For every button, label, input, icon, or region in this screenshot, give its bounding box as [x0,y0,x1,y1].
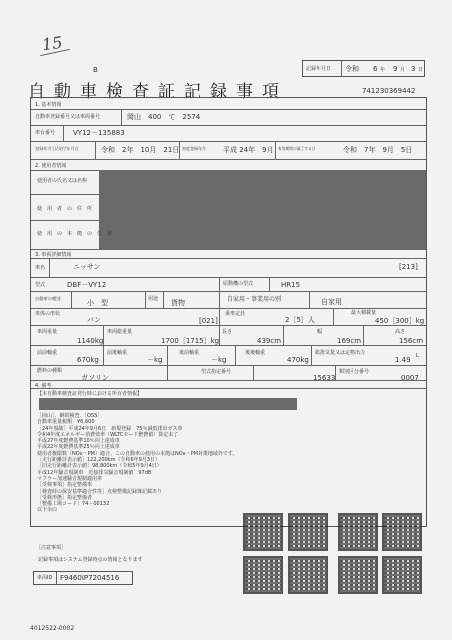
remark-line: 自動車重量税額 ¥6,600 [37,419,95,426]
capacity-label: 乗車定員 [225,311,246,317]
qr-code-7 [338,556,378,594]
body: バン [87,316,101,324]
capacity: 2［5］人 [285,316,315,324]
front-rear-axle-label: 前後軸重 [107,350,128,356]
remark-line: ［24年規制］平成24年9月6日 新規登録 75％減低排出ガス車 [37,425,183,432]
reg-number: 岡山 400 て 2574 [127,113,201,121]
record-form [30,97,427,527]
user-name-redaction [99,170,426,249]
max-load: 450［300］kg [375,317,425,325]
first-reg-label: 登録年月日/交付年月日 [35,146,79,152]
first-year-label: 初度登録年月 [182,146,207,152]
qr-code-6 [288,556,328,594]
gross-label: 車両総重量 [107,329,133,335]
type-number-label: 型式指定番号 [201,369,232,375]
remark-line: ［検査時の保安基準適合性等］点検整備記録簿記載あり [37,488,163,495]
engine-label: 原動機の型式 [223,281,254,287]
expiry-label: 有効期間の満了する日 [278,146,316,152]
document-code: 4012522-0002 [30,625,75,632]
section2-heading: 2. 使用者情報 [35,163,67,169]
reg-number-label: 自動車登録番号又は車両番号 [35,114,101,120]
width-label: 幅 [317,329,323,335]
handwritten-note: 15 [40,32,64,55]
record-date-day: 3 [411,65,416,73]
model: DBF－VY12 [67,281,107,289]
first-year: 平成 24年 9月 [223,146,274,154]
user-name-label: 使用者の氏名又は名称 [37,178,88,184]
max-load-label: 最大積載量 [351,310,377,316]
length: 439cm [257,337,282,345]
document-number: 741230369442 [362,87,416,95]
first-reg-date: 令和 2年 10月 21日 [101,146,180,154]
front-front-axle: 670kg [77,356,99,364]
remark-line: ［岡山］．継続検査．［OSS］ [37,413,103,419]
class-number: 0007 [401,374,419,382]
type-number: 15633 [313,374,336,382]
qr-code-1 [243,513,283,551]
base-location-label: 使 用 の 本 拠 の 位 置 [37,231,113,237]
notice-heading: ［注意事項］ [36,545,67,551]
user-address-label: 使 用 者 の 住 所 [37,206,93,212]
rear-rear-axle: 470kg [287,356,309,364]
record-date-day-unit: 日 [418,67,424,73]
weight: 1140kg [77,337,104,345]
notice-text: 記録事項はシステム登録時点の情報となります [38,557,143,563]
section1-heading: 1. 基本情報 [35,102,62,108]
qr-code-4 [382,513,422,551]
remark-line: 平成22年度燃費基準25％向上達成車 [37,444,120,451]
displacement-label: 総排気量又は定格出力 [315,350,366,356]
qr-code-8 [382,556,422,594]
remark-line: 平成27年度燃費基準10％向上達成車 [37,438,120,445]
height-label: 高さ [395,329,406,335]
remark-line: 以下余白 [37,507,58,514]
record-date-era: 令和 [345,65,359,73]
private-label: 自家用・事業用の別 [227,296,282,303]
remark-line: ［受検形態］指定整備者 [37,494,93,501]
remark-line: ［旧走行距離計表示値］98,800km（令和5年9月4日） [37,463,162,470]
vehicle-id: F9460IP7204516 [60,574,120,582]
remark-line: 平成12年騒音規制車 近接排気騒音規制値 97dB [37,469,152,476]
remark-line: 令和4年度エネルギー消費効率（WLTCモード燃費値）算定未了 [37,431,179,438]
displacement-unit: L [416,353,419,359]
vehicle-id-box [33,571,133,585]
owner-redaction [39,398,297,410]
length-label: 長さ [222,329,233,335]
front-front-axle-label: 前前軸重 [37,350,58,356]
weight-label: 車両重量 [37,329,58,335]
fuel: ガソリン [81,374,109,382]
section4-heading: 4. 備考 [35,383,52,389]
remarks-list [37,413,247,514]
rear-front-axle-label: 後前軸重 [179,350,200,356]
engine: HR15 [281,281,301,289]
document-title: 自動車検査証記録事項 [28,82,288,102]
chassis-label: 車台番号 [35,130,56,136]
body-label: 車体の形状 [35,311,61,317]
rear-rear-axle-label: 後後軸重 [245,350,266,356]
remark-line: ［受検事項］指定整備車 [37,482,93,489]
use: 貨物 [171,299,185,307]
make: ニッサン [73,263,101,271]
vehicle-id-label: 車両ID [37,575,53,581]
record-date-year-unit: 年 [380,67,386,73]
make-label: 車名 [35,265,46,271]
use-label: 用途 [148,296,159,302]
model-label: 型式 [35,282,46,288]
record-date-month: 9 [393,65,398,73]
make-code: [213] [399,263,418,271]
class-number-label: 類別区分番号 [339,369,370,375]
private: 自家用 [321,298,342,306]
front-rear-axle: －kg [147,356,163,364]
form-code: B [93,66,98,74]
kind: 小 型 [87,299,108,307]
qr-code-3 [338,513,378,551]
remark-line: 使用者権限数（NOx・PM）適合。この自動車の使用の本拠はNOx・PM対策地域外です。 [37,450,238,457]
record-date-month-unit: 月 [400,67,406,73]
record-date-box [302,60,425,77]
section3-heading: 3. 車両詳細情報 [35,252,72,258]
record-date-year: 6 [373,65,378,73]
remark-line: マフラー加速騒音規制適用車 [37,475,103,482]
height: 156cm [399,337,424,345]
record-date-label: 記録年月日 [306,66,332,72]
qr-code-5 [243,556,283,594]
gross: 1700［1715］kg [161,337,220,345]
remark-line: ［走行距離計表示値］122,200km（令和6年9月3日） [37,457,160,464]
owner-notice: 【本自動車検査証発行時における所有者情報】 [37,391,143,397]
kind-label: 自動車の種別 [35,296,61,302]
chassis-number: VY12－135883 [73,129,125,137]
rear-front-axle: －kg [211,356,227,364]
body-code: [021] [199,317,218,325]
fuel-label: 燃料の種類 [37,368,63,374]
remark-line: ［整備工場コード］74－00132 [37,501,110,508]
width: 169cm [337,337,362,345]
expiry-date: 令和 7年 9月 5日 [343,146,413,154]
qr-code-2 [288,513,328,551]
displacement: 1.49 [395,356,411,364]
